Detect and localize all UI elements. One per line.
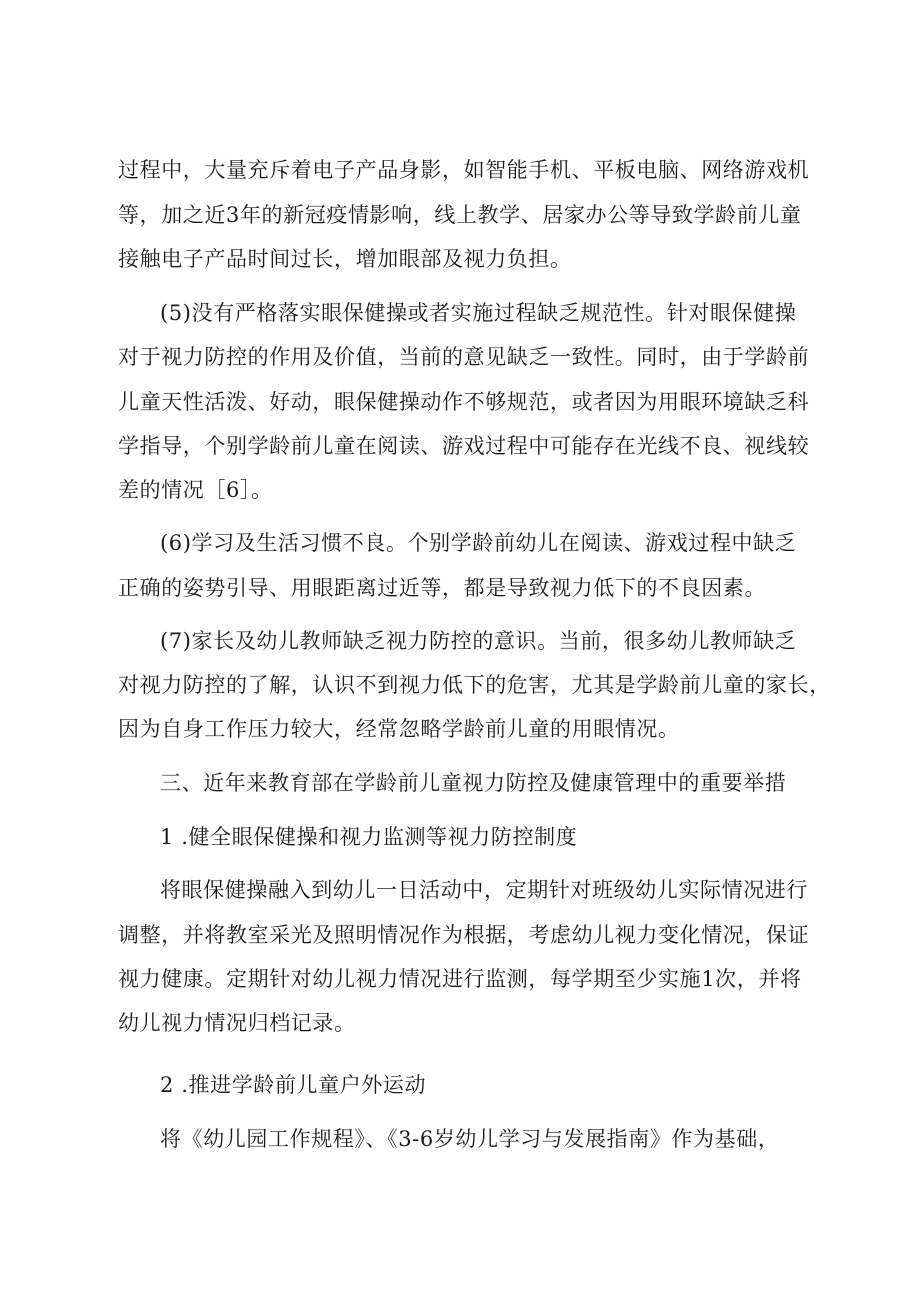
text-line: 将《幼儿园工作规程》、《3-6岁幼儿学习与发展指南》作为基础， — [160, 1127, 780, 1151]
text-line: 接触电子产品时间过长，增加眼部及视力负担。 — [118, 247, 572, 271]
text-line: 正确的姿势引导、用眼距离过近等，都是导致视力低下的不良因素。 — [118, 576, 766, 600]
text-line: 视力健康。定期针对幼儿视力情况进行监测，每学期至少实施1次，并将 — [118, 967, 802, 991]
text-line: 因为自身工作压力较大，经常忽略学龄前儿童的用眼情况。 — [118, 717, 680, 741]
text-line: 幼儿视力情况归档记录。 — [118, 1011, 356, 1035]
subsection-2-heading: 2 .推进学龄前儿童户外运动 — [160, 1073, 427, 1097]
text-line: 差的情况［6］。 — [118, 478, 273, 502]
text-line: 过程中，大量充斥着电子产品身影，如智能手机、平板电脑、网络游戏机 — [118, 158, 810, 182]
text-line: 对于视力防控的作用及价值，当前的意见缺乏一致性。同时，由于学龄前 — [118, 345, 810, 369]
text-line: (7)家长及幼儿教师缺乏视力防控的意识。当前，很多幼儿教师缺乏 — [160, 629, 797, 653]
text-line: 将眼保健操融入到幼儿一日活动中，定期针对班级幼儿实际情况进行 — [160, 878, 808, 902]
text-line: 学指导，个别学龄前儿童在阅读、游戏过程中可能存在光线不良、视线较 — [118, 434, 810, 458]
text-line: 调整，并将教室采光及照明情况作为根据，考虑幼儿视力变化情况，保证 — [118, 923, 810, 947]
text-line: 儿童天性活泼、好动，眼保健操动作不够规范，或者因为用眼环境缺乏科 — [118, 390, 810, 414]
section-3-heading: 三、近年来教育部在学龄前儿童视力防控及健康管理中的重要举措 — [160, 771, 787, 795]
text-line: (5)没有严格落实眼保健操或者实施过程缺乏规范性。针对眼保健操 — [160, 301, 797, 325]
text-line: 等，加之近3年的新冠疫情影响，线上教学、居家办公等导致学龄前儿童 — [118, 203, 802, 227]
subsection-1-heading: 1 .健全眼保健操和视力监测等视力防控制度 — [160, 825, 578, 849]
text-line: 对视力防控的了解，认识不到视力低下的危害，尤其是学龄前儿童的家长， — [118, 673, 831, 697]
text-line: (6)学习及生活习惯不良。个别学龄前幼儿在阅读、游戏过程中缺乏 — [160, 531, 797, 555]
